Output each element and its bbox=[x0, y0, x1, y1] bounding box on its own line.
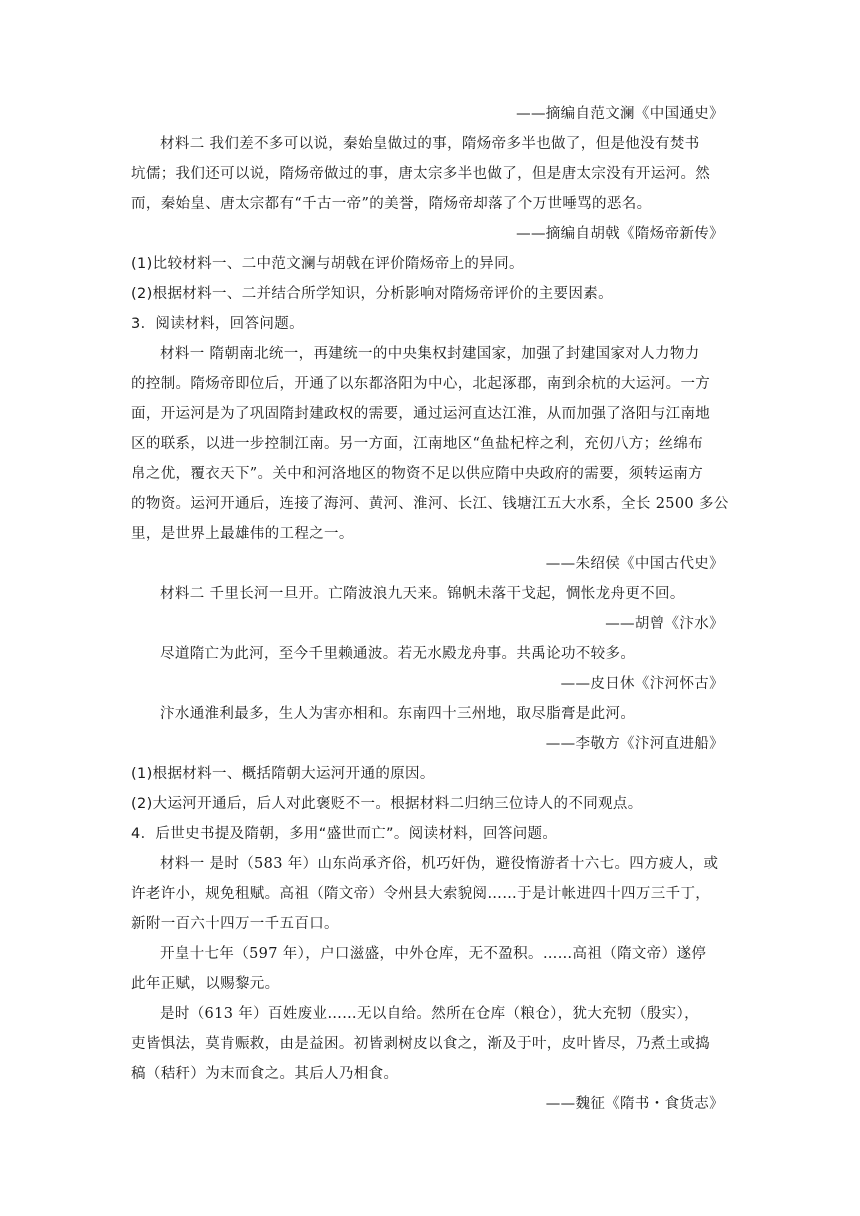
body-text-line: 吏皆惧法，莫肯赈救，由是益困。初皆剥树皮以食之，渐及于叶，皮叶皆尽，乃煮土或捣 bbox=[131, 1036, 711, 1052]
body-text-line: 新附一百六十四万一千五百口。 bbox=[131, 916, 339, 932]
body-text-line: 此年正赋，以赐黎元。 bbox=[131, 976, 280, 992]
source-citation: ——摘编自胡戟《隋炀帝新传》 bbox=[516, 226, 724, 242]
body-text-line: 里，是世界上最雄伟的工程之一。 bbox=[131, 526, 354, 542]
body-text-line: 而，秦始皇、唐太宗都有“千古一帝”的美誉，隋炀帝却落了个万世唾骂的恶名。 bbox=[131, 196, 652, 212]
paragraph-start-line: 材料一 是时（583 年）山东尚承齐俗，机巧奸伪，避役惰游者十六七。四方疲人，或 bbox=[160, 856, 719, 872]
paragraph-start-line: 尽道隋亡为此河，至今千里赖通波。若无水殿龙舟事。共禹论功不较多。 bbox=[160, 646, 636, 662]
paragraph-start-line: 材料一 隋朝南北统一，再建统一的中央集权封建国家，加强了封建国家对人力物力 bbox=[160, 346, 700, 362]
source-citation: ——皮日休《汴河怀古》 bbox=[560, 676, 724, 692]
paragraph-start-line: 是时（613 年）百姓废业……无以自给。然所在仓库（粮仓），犹大充牣（殷实）， bbox=[160, 1006, 699, 1022]
paragraph-start-line: 材料二 我们差不多可以说，秦始皇做过的事，隋炀帝多半也做了，但是他没有焚书 bbox=[160, 136, 700, 152]
paragraph-start-line: 材料二 千里长河一旦开。亡隋波浪九天来。锦帆未落干戈起，惆怅龙舟更不回。 bbox=[160, 586, 685, 602]
question-line: (1)比较材料一、二中范文澜与胡戟在评价隋炀帝上的异同。 bbox=[131, 256, 524, 272]
body-text-line: 区的联系，以进一步控制江南。另一方面，江南地区“鱼盐杞梓之利，充仞八方；丝绵布 bbox=[131, 436, 704, 452]
question-line: 3．阅读材料，回答问题。 bbox=[131, 316, 304, 332]
body-text-line: 许老许小，规免租赋。高祖（隋文帝）令州县大索貌阅……于是计帐进四十四万三千丁， bbox=[131, 886, 711, 902]
body-text-line: 帛之优，覆衣天下”。关中和河洛地区的物资不足以供应隋中央政府的需要，须转运南方 bbox=[131, 466, 704, 482]
source-citation: ——摘编自范文澜《中国通史》 bbox=[516, 106, 724, 122]
source-citation: ——李敬方《汴河直进船》 bbox=[545, 736, 724, 752]
body-text-line: 稿（秸秆）为末而食之。其后人乃相食。 bbox=[131, 1066, 399, 1082]
source-citation: ——魏征《隋书・食货志》 bbox=[545, 1096, 724, 1112]
source-citation: ——胡曾《汴水》 bbox=[605, 616, 724, 632]
question-line: (2)大运河开通后，后人对此褒贬不一。根据材料二归纳三位诗人的不同观点。 bbox=[131, 796, 643, 812]
paragraph-start-line: 汴水通淮利最多，生人为害亦相和。东南四十三州地，取尽脂膏是此河。 bbox=[160, 706, 636, 722]
body-text-line: 的控制。隋炀帝即位后，开通了以东都洛阳为中心，北起涿郡，南到余杭的大运河。一方 bbox=[131, 376, 711, 392]
body-text-line: 坑儒；我们还可以说，隋炀帝做过的事，唐太宗多半也做了，但是唐太宗没有开运河。然 bbox=[131, 166, 711, 182]
question-line: 4．后世史书提及隋朝，多用“盛世而亡”。阅读材料，回答问题。 bbox=[131, 826, 558, 842]
body-text-line: 的物资。运河开通后，连接了海河、黄河、淮河、长江、钱塘江五大水系，全长 2500 多公 bbox=[131, 496, 729, 512]
question-line: (2)根据材料一、二并结合所学知识，分析影响对隋炀帝评价的主要因素。 bbox=[131, 286, 613, 302]
body-text-line: 面，开运河是为了巩固隋封建政权的需要，通过运河直达江淮，从而加强了洛阳与江南地 bbox=[131, 406, 711, 422]
paragraph-start-line: 开皇十七年（597 年），户口滋盛，中外仓库，无不盈积。……高祖（隋文帝）遂停 bbox=[160, 946, 707, 962]
source-citation: ——朱绍侯《中国古代史》 bbox=[545, 556, 724, 572]
question-line: (1)根据材料一、概括隋朝大运河开通的原因。 bbox=[131, 766, 435, 782]
